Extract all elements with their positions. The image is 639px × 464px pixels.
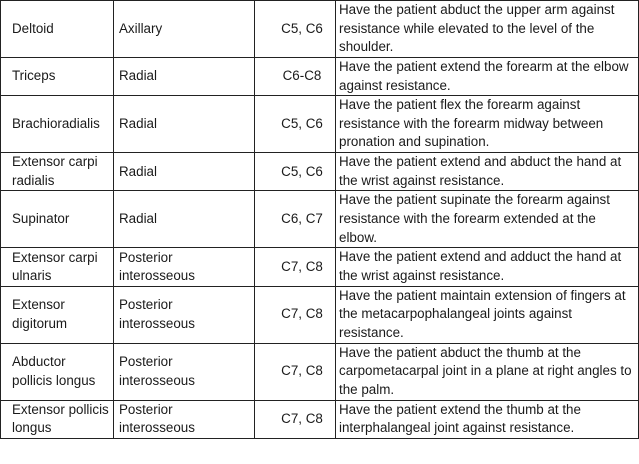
- table-row: [1, 343, 639, 400]
- nerve-cell: Radial: [114, 191, 255, 248]
- table-row: [1, 153, 639, 191]
- root-cell: C7, C8: [255, 248, 336, 286]
- root-cell: C6-C8: [255, 58, 336, 96]
- root-cell: C7, C8: [255, 286, 336, 343]
- table-row: [1, 96, 639, 153]
- test-cell: Have the patient extend and adduct the hand at the wrist against resistance.: [336, 248, 639, 286]
- nerve-cell: Posterior interosseous: [114, 248, 255, 286]
- test-cell: Have the patient extend the forearm at the elbow against resistance.: [336, 58, 639, 96]
- nerve-cell: Axillary: [114, 1, 255, 58]
- muscle-cell: Abductor pollicis longus: [1, 343, 114, 400]
- test-cell: Have the patient extend the thumb at the interphalangeal joint against resistance.: [336, 400, 639, 438]
- muscle-cell: Extensor carpi radialis: [1, 153, 114, 191]
- test-cell: Have the patient abduct the thumb at the carpometacarpal joint in a plane at right angles to the palm.: [336, 343, 639, 400]
- table-row: [1, 58, 639, 96]
- nerve-cell: Posterior interosseous: [114, 343, 255, 400]
- table-row: [1, 286, 639, 343]
- muscle-cell: Brachioradialis: [1, 96, 114, 153]
- nerve-cell: Posterior interosseous: [114, 286, 255, 343]
- root-cell: C7, C8: [255, 343, 336, 400]
- muscle-cell: Extensor carpi ulnaris: [1, 248, 114, 286]
- muscle-cell: Triceps: [1, 58, 114, 96]
- test-cell: Have the patient extend and abduct the hand at the wrist against resistance.: [336, 153, 639, 191]
- muscle-cell: Extensor digitorum: [1, 286, 114, 343]
- nerve-cell: Radial: [114, 96, 255, 153]
- table-row: [1, 400, 639, 438]
- root-cell: C5, C6: [255, 96, 336, 153]
- test-cell: Have the patient abduct the upper arm against resistance while elevated to the level of the shoulder.: [336, 1, 639, 58]
- muscle-cell: Deltoid: [1, 1, 114, 58]
- nerve-cell: Posterior interosseous: [114, 400, 255, 438]
- table-row: [1, 191, 639, 248]
- root-cell: C7, C8: [255, 400, 336, 438]
- test-cell: Have the patient supinate the forearm against resistance with the forearm extended at the elbow.: [336, 191, 639, 248]
- table-row: [1, 248, 639, 286]
- test-cell: Have the patient maintain extension of fingers at the metacarpophalangeal joints against resistance.: [336, 286, 639, 343]
- muscle-cell: Extensor pollicis longus: [1, 400, 114, 438]
- root-cell: C5, C6: [255, 153, 336, 191]
- nerve-cell: Radial: [114, 58, 255, 96]
- test-cell: Have the patient flex the forearm against resistance with the forearm midway between pronation and supination.: [336, 96, 639, 153]
- muscle-cell: Supinator: [1, 191, 114, 248]
- table-row: [1, 1, 639, 58]
- root-cell: C6, C7: [255, 191, 336, 248]
- root-cell: C5, C6: [255, 1, 336, 58]
- nerve-cell: Radial: [114, 153, 255, 191]
